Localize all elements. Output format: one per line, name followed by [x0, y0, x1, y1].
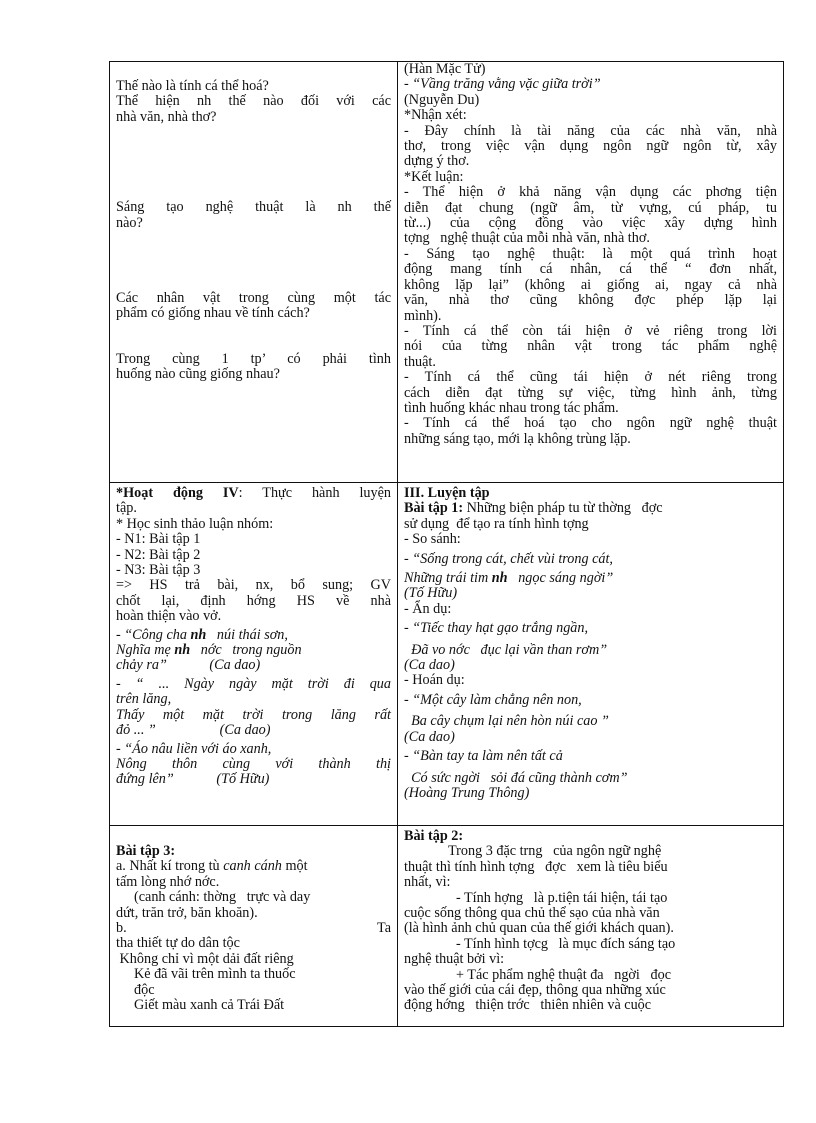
text-line: - Tính cá thể còn tái hiện ở vẻ riêng trong lời: [404, 322, 777, 339]
text-line: từ...) của cộng đồng vào việc xây dựng hình: [404, 215, 777, 232]
text-line: động mang tính cá nhân, cá thể “ đơn nhất,: [404, 261, 777, 278]
exercise-2-heading: Bài tập 2:: [404, 828, 464, 844]
text-line: dựng ý thơ.: [404, 153, 470, 170]
poem-line: (Hoàng Trung Thông): [404, 784, 530, 801]
text-line: cuộc sống thông qua chủ thể sạo của nhà văn: [404, 905, 660, 922]
exercise-2-cell: [398, 826, 784, 1027]
text-line: tình huống khác nhau trong tác phẩm.: [404, 399, 619, 416]
poem-line: - “ ... Ngày ngày mặt trời đi qua: [116, 675, 391, 692]
poem-line: Nghĩa mẹ nh nớc trong nguồn: [116, 642, 302, 659]
activity-heading-rest: : Thực hành luyện: [238, 485, 391, 501]
activity-heading: [116, 486, 391, 501]
text-line: - Hoán dụ:: [404, 672, 465, 689]
text-line: Không chỉ vì một dải đất riêng: [116, 950, 294, 967]
text-line: - Thể hiện ở khả năng vận dụng các phơng tiện: [404, 184, 777, 201]
question-4b: huống nào cũng giống nhau?: [116, 366, 280, 383]
poem-line: Nông thôn cùng với thành thị: [116, 755, 391, 772]
text-line: (là hình ảnh chủ quan của thế giới khách quan).: [404, 920, 674, 937]
text-line: chốt lại, định hớng HS về nhà: [116, 592, 391, 609]
text-line: - N3: Bài tập 3: [116, 562, 201, 579]
heading-nhan-xet: *Nhận xét:: [404, 107, 467, 124]
text-line: Kẻ đã vãi trên mình ta thuốc: [134, 966, 296, 983]
text-line: - Ẩn dụ:: [404, 600, 452, 617]
poem-line: - “Một cây làm chẳng nên non,: [404, 691, 582, 708]
text-line: thuật.: [404, 353, 436, 370]
text-line: - So sánh:: [404, 531, 461, 548]
poem-line: trên lăng,: [116, 691, 172, 708]
exercise-3-cell: [110, 826, 398, 1027]
questions-cell: [110, 62, 398, 483]
text-line: (canh cánh: thờng trực và day: [134, 889, 311, 906]
poem-line: (Ca dao): [404, 657, 455, 674]
text-line: b. Ta: [116, 920, 391, 937]
lesson-table: [109, 61, 784, 1027]
text-line: thơ, trong việc vận dụng ngôn ngữ ngôn từ, xây: [404, 138, 777, 155]
practice-heading: III. Luyện tập: [404, 485, 490, 501]
text-line: - Sáng tạo nghệ thuật: là một quá trình hoạt: [404, 245, 777, 262]
text-line: hoàn thiện vào vở.: [116, 608, 222, 625]
text-line: + Tác phẩm nghệ thuật đa ngời đọc: [456, 966, 671, 983]
question-4a: Trong cùng 1 tp’ có phải tình: [116, 350, 391, 367]
question-1c: nhà văn, nhà thơ?: [116, 108, 217, 125]
text-line: - Tính cá thể hoá tạo cho ngôn ngữ nghệ thuật: [404, 415, 777, 432]
practice-cell: [398, 483, 784, 826]
text-line: văn, nhà thơ cũng không đợc phép lặp lại: [404, 292, 777, 309]
text-line: tập.: [116, 500, 137, 517]
activity-cell: [110, 483, 398, 826]
answers-cell: [398, 62, 784, 483]
poem-line: - “Sống trong cát, chết vùi trong cát,: [404, 550, 613, 567]
text-line: nói của từng nhân vật trong tác phẩm nghệ: [404, 338, 777, 355]
text-line: * Học sinh thảo luận nhóm:: [116, 515, 274, 532]
question-3a: Các nhân vật trong cùng một tác: [116, 290, 391, 307]
text-line: những sáng tạo, mới lạ không trùng lặp.: [404, 430, 631, 447]
text-line: cách diễn đạt từng sự việc, từng hình ảnh, từng: [404, 384, 777, 401]
text-line: tha thiết tự do dân tộc: [116, 935, 240, 952]
poem-line: (Tố Hữu): [404, 585, 458, 602]
poem-line: - “Áo nâu liền với áo xanh,: [116, 740, 272, 757]
question-2a: Sáng tạo nghệ thuật là nh thế: [116, 199, 391, 216]
text-line: diễn đạt chung (ngữ âm, từ vựng, cú pháp, tu: [404, 199, 777, 216]
text-line: => HS trả bài, nx, bổ sung; GV: [116, 577, 391, 594]
poem-line: đỏ ... ” (Ca dao): [116, 722, 271, 739]
text-line: - Tính cá thể cũng tái hiện ở nét riêng trong: [404, 369, 777, 386]
text-line: - Đây chính là tài năng của các nhà văn, nhà: [404, 122, 777, 139]
poem-line: Thấy một mặt trời trong lăng rất: [116, 706, 391, 723]
exercise-1-heading: Bài tập 1: Những biện pháp tu từ thờng đợc: [404, 500, 663, 517]
poem-line: Đã vo nớc đục lại vần than rơm”: [404, 641, 608, 658]
text-line: nghệ thuật bởi vì:: [404, 951, 505, 968]
poem-line: - “Tiếc thay hạt gạo trắng ngần,: [404, 620, 589, 637]
poem-line: Có sức ngời sỏi đá cũng thành cơm”: [404, 769, 628, 786]
poem-line: - “Bàn tay ta làm nên tất cả: [404, 748, 563, 765]
text-line: sử dụng để tạo ra tính hình tợng: [404, 515, 589, 532]
text-line: tợng nghệ thuật của mỗi nhà văn, nhà thơ.: [404, 230, 650, 247]
quote-line: - “Vầng trăng vằng vặc giữa trời”: [404, 76, 601, 93]
poem-line: Những trái tim nh ngọc sáng ngời”: [404, 570, 614, 587]
text-line: độc: [134, 981, 155, 998]
question-3b: phẩm có giống nhau về tính cách?: [116, 305, 310, 322]
poem-line: Ba cây chụm lại nên hòn núi cao ”: [404, 713, 609, 730]
text-line: thuật thì tính hình tợng đợc xem là tiêu biểu: [404, 858, 668, 875]
poem-line: đứng lên” (Tố Hữu): [116, 771, 270, 788]
text-line: nhất, vì:: [404, 874, 451, 891]
text-line: - Tính hình tợcg là mục đích sáng tạo: [456, 935, 676, 952]
exercise-3-heading: Bài tập 3:: [116, 843, 176, 859]
text-line: - Tính hợng là p.tiện tái hiện, tái tạo: [456, 889, 668, 906]
text-line: động hớng thiện trớc thiên nhiên và cuộc: [404, 997, 652, 1014]
text-line: dứt, trăn trở, băn khoăn).: [116, 904, 258, 921]
activity-heading-bold: *Hoạt động IV: [116, 485, 239, 501]
text-line: (Hàn Mặc Tử): [404, 61, 486, 77]
poem-line: - “Công cha nh núi thái sơn,: [116, 626, 288, 643]
text-line: Trong 3 đặc trng của ngôn ngữ nghệ: [448, 843, 662, 860]
text-line: vào thế giới của cái đẹp, thông qua những xúc: [404, 982, 666, 999]
text-line: mình).: [404, 307, 442, 324]
heading-ket-luan: *Kết luận:: [404, 168, 464, 185]
text-line: - N2: Bài tập 2: [116, 546, 201, 563]
text-line: không lặp lại” (không ai giống ai, ngay cả nhà: [404, 276, 777, 293]
question-1a: Thế nào là tính cá thể hoá?: [116, 78, 269, 94]
question-1b: Thể hiện nh thế nào đối với các: [116, 93, 391, 110]
text-line: Giết màu xanh cả Trái Đất: [134, 997, 285, 1014]
text-line: tấm lòng nhớ nớc.: [116, 873, 220, 890]
text-line: - N1: Bài tập 1: [116, 531, 201, 548]
poem-line: chảy ra” (Ca dao): [116, 657, 261, 674]
question-2b: nào?: [116, 214, 143, 231]
text-line: a. Nhất kí trong tù canh cánh một: [116, 858, 308, 875]
poem-line: (Ca dao): [404, 728, 455, 745]
text-line: (Nguyễn Du): [404, 91, 480, 108]
